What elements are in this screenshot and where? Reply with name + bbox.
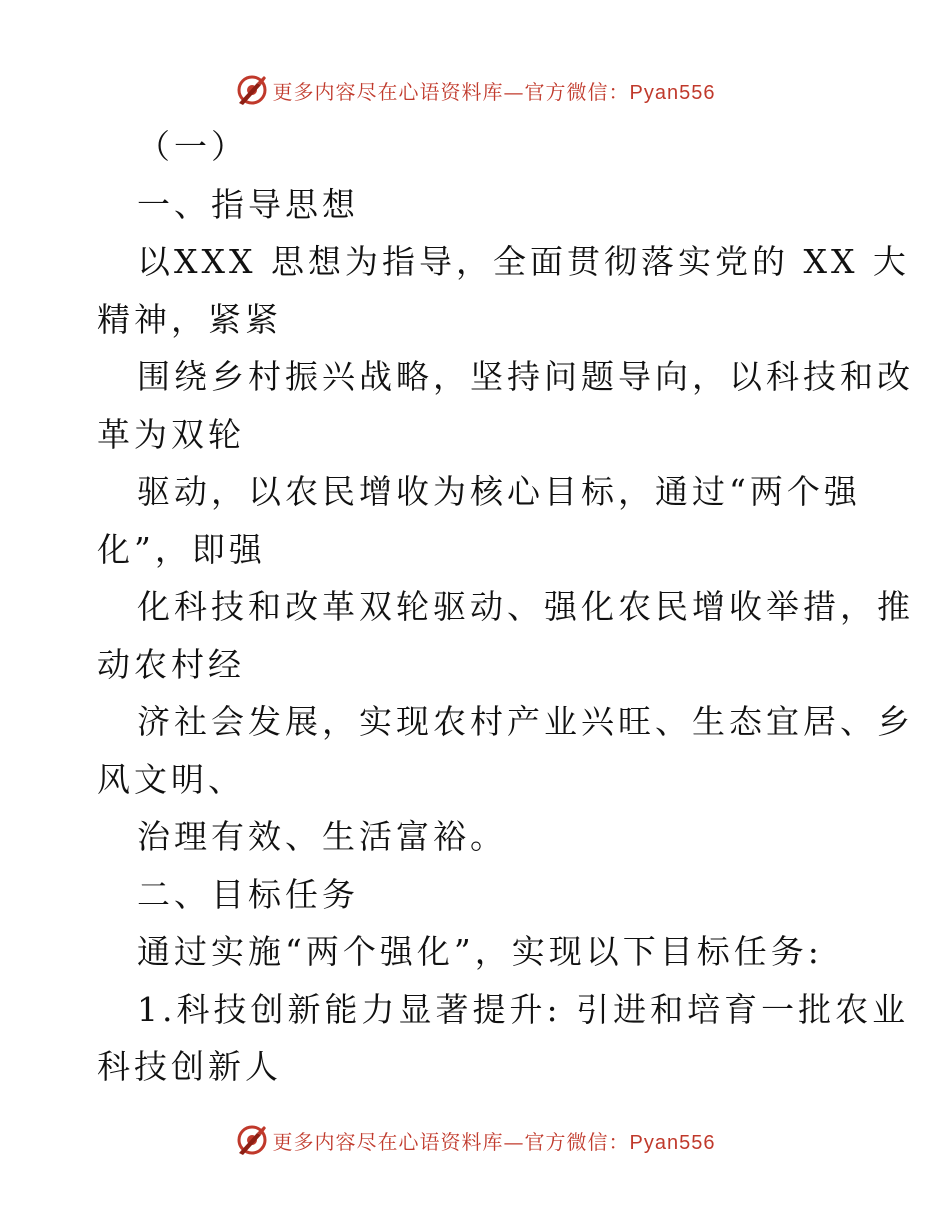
text-line: 化”，即强 xyxy=(97,529,266,569)
text-line: 1.科技创新能力显著提升: 引进和培育一批农业 xyxy=(137,989,910,1029)
text-line: 驱动，以农民增收为核心目标，通过“两个强 xyxy=(137,472,861,511)
pen-logo-icon xyxy=(235,73,269,107)
text-line: 科技创新人 xyxy=(97,1047,282,1086)
text-line: 治理有效、生活富裕。 xyxy=(137,817,507,856)
text-line: 革为双轮 xyxy=(97,414,245,454)
watermark-text: 更多内容尽在心语资料库—官方微信：Pyan556 xyxy=(272,79,716,104)
text-line: 济社会发展，实现农村产业兴旺、生态宜居、乡 xyxy=(137,702,914,741)
pen-logo-icon xyxy=(235,1123,269,1157)
text-line: 围绕乡村振兴战略，坚持问题导向，以科技和改 xyxy=(137,357,914,396)
watermark-banner-bottom xyxy=(0,1120,950,1160)
document-body xyxy=(97,118,914,1096)
text-line: 通过实施“两个强化”，实现以下目标任务: xyxy=(137,932,823,971)
text-line: （一） xyxy=(137,127,248,166)
text-line: 一、指导思想 xyxy=(137,184,359,224)
text-line: 化科技和改革双轮驱动、强化农民增收举措，推 xyxy=(137,587,914,626)
watermark-text: 更多内容尽在心语资料库—官方微信：Pyan556 xyxy=(272,1129,716,1154)
text-line: 风文明、 xyxy=(97,759,245,799)
text-line: 二、目标任务 xyxy=(137,874,359,914)
watermark-banner-top xyxy=(0,70,950,110)
text-line: 精神，紧紧 xyxy=(97,299,282,339)
text-line: 以XXX 思想为指导，全面贯彻落实党的 XX 大 xyxy=(137,242,910,281)
text-line: 动农村经 xyxy=(97,644,245,684)
